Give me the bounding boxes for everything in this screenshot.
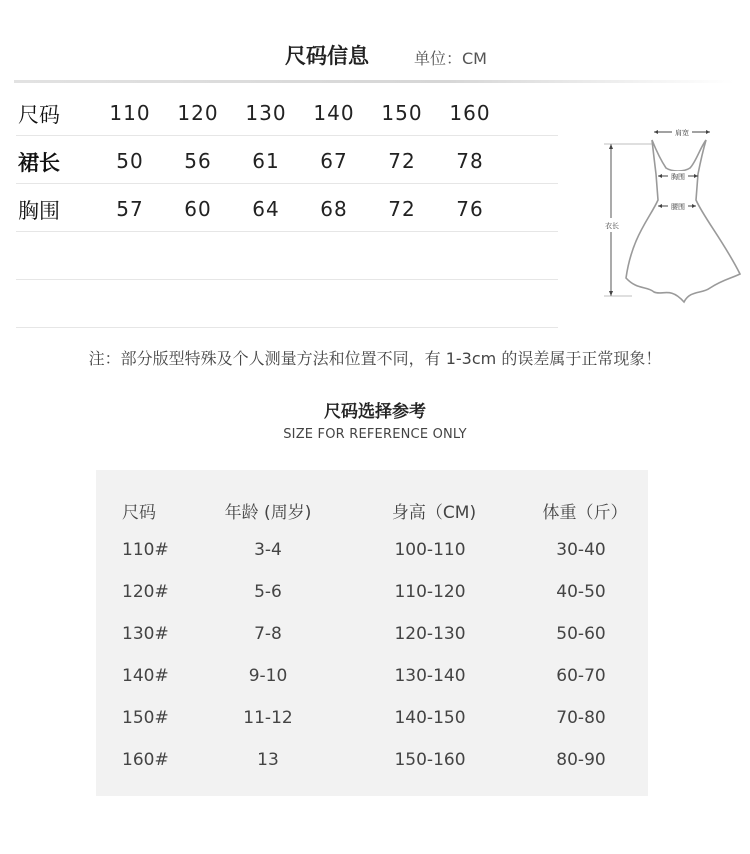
table-cell: 70-80 bbox=[556, 708, 606, 728]
table-cell: 13 bbox=[257, 750, 279, 770]
table-row bbox=[96, 708, 648, 738]
header-cell: 体重（斤） bbox=[542, 503, 628, 523]
table-cell: 150-160 bbox=[394, 750, 466, 770]
dress-diagram bbox=[592, 118, 742, 318]
measurement-note: 注：部分版型特殊及个人测量方法和位置不同，有 1-3cm 的误差属于正常现象！ bbox=[88, 349, 662, 368]
size-header-cell: 140 bbox=[313, 101, 355, 125]
size-header-label: 尺码 bbox=[18, 103, 60, 127]
table-cell: 50 bbox=[116, 149, 144, 173]
waist-label: 腰围 bbox=[671, 203, 685, 211]
table-cell: 30-40 bbox=[556, 540, 606, 560]
size-header-cell: 160 bbox=[449, 101, 491, 125]
table-cell: 67 bbox=[320, 149, 348, 173]
table-cell: 78 bbox=[456, 149, 484, 173]
empty-row bbox=[16, 280, 558, 328]
table-cell: 40-50 bbox=[556, 582, 606, 602]
size-header-cell: 120 bbox=[177, 101, 219, 125]
empty-row bbox=[16, 232, 558, 280]
size-header-row bbox=[16, 88, 558, 136]
table-row bbox=[16, 136, 558, 184]
table-cell: 56 bbox=[184, 149, 212, 173]
table-cell: 60 bbox=[184, 197, 212, 221]
table-cell: 11-12 bbox=[243, 708, 293, 728]
table-row bbox=[96, 540, 648, 570]
table-cell: 57 bbox=[116, 197, 144, 221]
table-cell: 110# bbox=[122, 540, 169, 560]
table-cell: 60-70 bbox=[556, 666, 606, 686]
size-header-cell: 110 bbox=[109, 101, 151, 125]
table-row bbox=[96, 666, 648, 696]
reference-table bbox=[96, 470, 648, 796]
table-cell: 140-150 bbox=[394, 708, 466, 728]
reference-header-row bbox=[96, 498, 648, 528]
length-label: 衣长 bbox=[605, 222, 619, 230]
page-header bbox=[0, 40, 750, 74]
table-cell: 130-140 bbox=[394, 666, 466, 686]
table-cell: 150# bbox=[122, 708, 169, 728]
table-cell: 68 bbox=[320, 197, 348, 221]
header-cell: 尺码 bbox=[122, 503, 156, 523]
table-cell: 76 bbox=[456, 197, 484, 221]
table-cell: 5-6 bbox=[254, 582, 282, 602]
table-row bbox=[96, 582, 648, 612]
header-cell: 身高（CM) bbox=[391, 503, 477, 523]
table-cell: 64 bbox=[252, 197, 280, 221]
dress-outline-icon bbox=[592, 118, 742, 318]
reference-title: 尺码选择参考 bbox=[324, 402, 426, 422]
table-cell: 120# bbox=[122, 582, 169, 602]
row-label: 裙长 bbox=[18, 151, 60, 175]
header-divider bbox=[14, 80, 734, 83]
header-cell: 年龄 (周岁) bbox=[224, 503, 312, 523]
reference-subtitle: SIZE FOR REFERENCE ONLY bbox=[283, 427, 467, 442]
table-cell: 100-110 bbox=[394, 540, 466, 560]
table-cell: 80-90 bbox=[556, 750, 606, 770]
table-cell: 50-60 bbox=[556, 624, 606, 644]
table-row bbox=[96, 750, 648, 780]
table-cell: 160# bbox=[122, 750, 169, 770]
table-cell: 140# bbox=[122, 666, 169, 686]
row-label: 胸围 bbox=[18, 199, 60, 223]
chest-label: 胸围 bbox=[671, 173, 685, 181]
table-cell: 7-8 bbox=[254, 624, 282, 644]
table-cell: 61 bbox=[252, 149, 280, 173]
table-row bbox=[16, 184, 558, 232]
table-cell: 3-4 bbox=[254, 540, 282, 560]
size-header-cell: 130 bbox=[245, 101, 287, 125]
table-cell: 72 bbox=[388, 149, 416, 173]
page-title: 尺码信息 bbox=[285, 44, 369, 68]
table-cell: 120-130 bbox=[394, 624, 466, 644]
unit-label: 单位：CM bbox=[414, 49, 487, 68]
size-measurement-table bbox=[16, 88, 558, 328]
table-row bbox=[96, 624, 648, 654]
size-header-cell: 150 bbox=[381, 101, 423, 125]
shoulder-label: 肩宽 bbox=[675, 129, 689, 137]
table-cell: 72 bbox=[388, 197, 416, 221]
table-cell: 9-10 bbox=[248, 666, 288, 686]
table-cell: 130# bbox=[122, 624, 169, 644]
table-cell: 110-120 bbox=[394, 582, 466, 602]
